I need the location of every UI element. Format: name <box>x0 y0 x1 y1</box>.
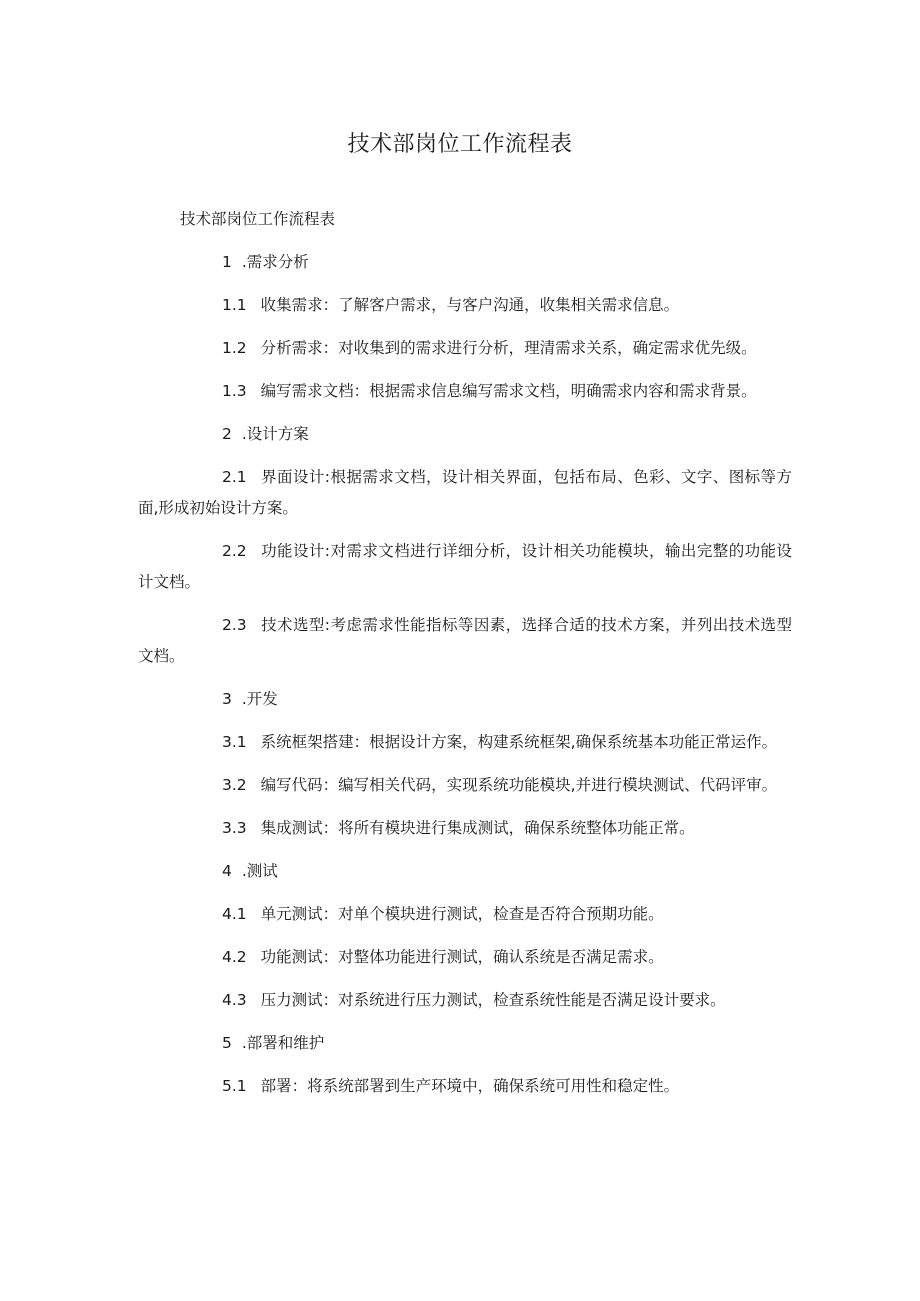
item-text: 功能测试：对整体功能进行测试，确认系统是否满足需求。 <box>260 948 664 966</box>
item-number: 4.1 <box>222 905 247 923</box>
item-number: 4.3 <box>222 991 247 1009</box>
section-number: 3 <box>222 690 232 708</box>
section-number: 4 <box>222 862 232 880</box>
list-item <box>138 333 792 364</box>
section-text: .测试 <box>241 862 278 880</box>
item-number: 1.3 <box>222 382 247 400</box>
section-heading <box>138 247 792 278</box>
list-item <box>138 376 792 407</box>
section-heading <box>138 419 792 450</box>
item-number: 3.3 <box>222 819 247 837</box>
list-item <box>138 1071 792 1102</box>
section-text: .需求分析 <box>241 253 309 271</box>
item-number: 2.3 <box>222 616 247 634</box>
item-text: 功能设计:对需求文档进行详细分析，设计相关功能模块，输出完整的功能设计文档。 <box>138 542 792 591</box>
document-title: 技术部岗位工作流程表 <box>347 132 573 157</box>
section-text: .设计方案 <box>241 425 309 443</box>
item-text: 部署：将系统部署到生产环境中，确保系统可用性和稳定性。 <box>260 1077 680 1095</box>
list-item <box>138 899 792 930</box>
item-text: 压力测试：对系统进行压力测试，检查系统性能是否满足设计要求。 <box>260 991 726 1009</box>
item-text: 集成测试：将所有模块进行集成测试，确保系统整体功能正常。 <box>260 819 695 837</box>
item-number: 1.2 <box>222 339 247 357</box>
item-text: 系统框架搭建：根据设计方案，构建系统框架,确保系统基本功能正常运作。 <box>260 733 778 751</box>
list-item <box>138 536 792 598</box>
section-number: 2 <box>222 425 232 443</box>
item-text: 单元测试：对单个模块进行测试，检查是否符合预期功能。 <box>260 905 664 923</box>
document-subtitle: 技术部岗位工作流程表 <box>180 210 336 228</box>
item-number: 3.2 <box>222 776 247 794</box>
list-item <box>138 290 792 321</box>
list-item <box>138 727 792 758</box>
list-item <box>138 985 792 1016</box>
list-item <box>138 610 792 672</box>
document-body <box>138 204 792 1114</box>
item-text: 分析需求：对收集到的需求进行分析，理清需求关系，确定需求优先级。 <box>260 339 757 357</box>
section-heading <box>138 856 792 887</box>
section-number: 5 <box>222 1034 232 1052</box>
item-text: 编写需求文档：根据需求信息编写需求文档，明确需求内容和需求背景。 <box>260 382 757 400</box>
item-text: 收集需求：了解客户需求，与客户沟通，收集相关需求信息。 <box>260 296 680 314</box>
list-item <box>138 770 792 801</box>
item-number: 3.1 <box>222 733 247 751</box>
section-text: .开发 <box>241 690 278 708</box>
list-item <box>138 942 792 973</box>
list-item <box>138 813 792 844</box>
item-number: 5.1 <box>222 1077 247 1095</box>
section-heading <box>138 684 792 715</box>
item-number: 2.1 <box>222 468 247 486</box>
list-item <box>138 462 792 524</box>
item-number: 4.2 <box>222 948 247 966</box>
item-text: 技术选型:考虑需求性能指标等因素，选择合适的技术方案，并列出技术选型文档。 <box>138 616 792 665</box>
item-text: 编写代码：编写相关代码，实现系统功能模块,并进行模块测试、代码评审。 <box>260 776 778 794</box>
section-text: .部署和维护 <box>241 1034 325 1052</box>
item-number: 2.2 <box>222 542 247 560</box>
item-text: 界面设计:根据需求文档，设计相关界面，包括布局、色彩、文字、图标等方面,形成初始设计方案。 <box>138 468 792 517</box>
section-number: 1 <box>222 253 232 271</box>
section-heading <box>138 1028 792 1059</box>
item-number: 1.1 <box>222 296 247 314</box>
